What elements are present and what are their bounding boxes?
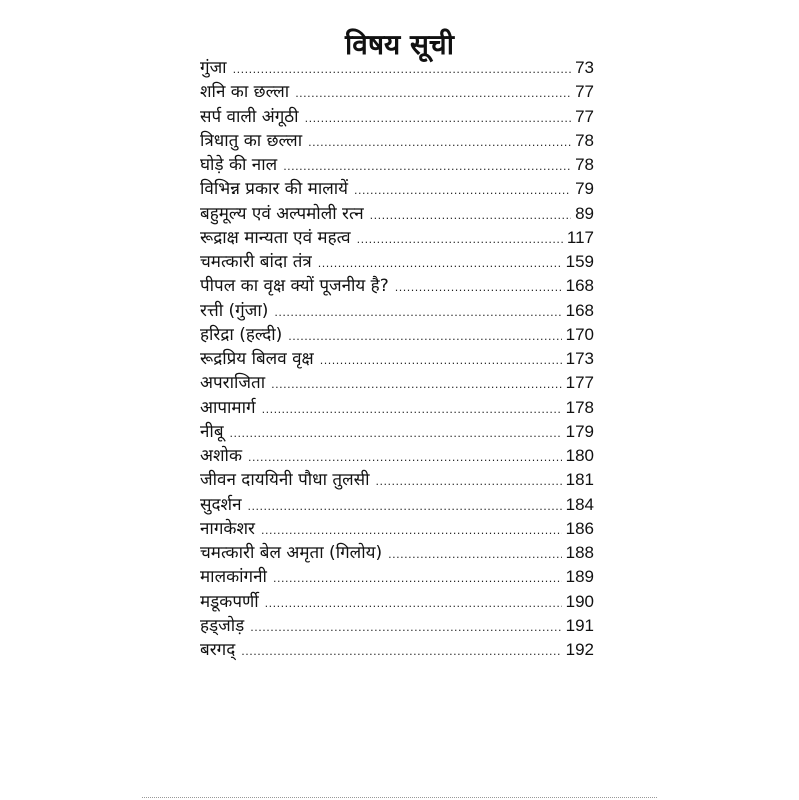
toc-entry-title: घोड़े की नाल — [200, 155, 278, 175]
toc-entry — [200, 420, 594, 444]
toc-entry-title: बहुमूल्य एवं अल्पमोली रत्न — [200, 203, 364, 224]
toc-entry — [200, 226, 594, 250]
dot-leader — [320, 349, 562, 373]
toc-entry-page: 168 — [565, 300, 594, 320]
toc-entry — [200, 468, 594, 492]
toc-entry-title: हड्जोड़ — [200, 615, 245, 636]
toc-entry-page: 73 — [575, 58, 594, 77]
toc-entry-title: नागकेशर — [200, 518, 255, 539]
toc-entry — [200, 323, 594, 347]
toc-entry-title: सर्प वाली अंगूठी — [200, 106, 299, 127]
toc-entry-title: नीबू — [200, 421, 224, 442]
table-of-contents — [200, 56, 594, 662]
toc-entry — [200, 444, 594, 468]
toc-entry-title: हरिद्रा (हल्दी) — [200, 324, 283, 345]
toc-entry — [200, 105, 594, 129]
toc-entry-page: 177 — [565, 373, 594, 393]
toc-entry-title: शनि का छल्ला — [200, 82, 290, 103]
toc-entry — [200, 202, 594, 226]
toc-entry-title: आपामार्ग — [200, 397, 256, 418]
dot-leader — [261, 519, 562, 543]
toc-entry — [200, 590, 594, 614]
toc-entry-page: 190 — [565, 591, 594, 611]
toc-entry-page: 191 — [565, 615, 594, 635]
toc-entry-page: 89 — [575, 203, 594, 223]
dot-leader — [388, 543, 562, 567]
dot-leader — [233, 58, 571, 82]
toc-entry-page: 117 — [566, 227, 594, 247]
toc-entry-title: अशोक — [200, 446, 243, 466]
toc-entry-title: चमत्कारी बांदा तंत्र — [200, 252, 312, 272]
dot-leader — [295, 82, 571, 106]
toc-entry — [200, 614, 594, 638]
toc-entry — [200, 565, 594, 589]
toc-entry — [200, 129, 594, 153]
toc-entry-title: अपराजिता — [200, 373, 266, 394]
toc-entry — [200, 541, 594, 565]
dot-leader — [354, 179, 571, 203]
toc-entry-title: रत्ती (गुंजा) — [200, 300, 269, 321]
dot-leader — [230, 422, 562, 446]
toc-entry-page: 186 — [565, 518, 594, 538]
dot-leader — [308, 131, 571, 155]
toc-entry — [200, 250, 594, 274]
toc-entry — [200, 638, 594, 662]
toc-entry — [200, 299, 594, 323]
toc-entry-title: पीपल का वृक्ष क्यों पूजनीय है? — [200, 276, 389, 297]
toc-entry-title: सुदर्शन — [200, 494, 242, 515]
toc-entry-page: 77 — [575, 82, 594, 102]
toc-entry-page: 170 — [565, 324, 594, 344]
dot-leader — [250, 616, 561, 640]
dot-leader — [241, 640, 561, 664]
toc-entry — [200, 493, 594, 517]
toc-entry — [200, 56, 594, 80]
toc-entry-page: 179 — [565, 421, 594, 441]
page-title: विषय सूची — [345, 27, 454, 61]
toc-entry-title: मडूकपर्णी — [200, 591, 259, 612]
dot-leader — [357, 228, 563, 252]
toc-entry-title: गुंजा — [200, 58, 227, 78]
toc-entry-page: 180 — [565, 446, 594, 465]
toc-entry — [200, 371, 594, 395]
toc-entry — [200, 177, 594, 201]
dot-leader — [283, 155, 571, 179]
toc-entry-page: 173 — [565, 349, 594, 368]
dot-leader — [376, 470, 562, 494]
toc-entry-title: त्रिधातु का छल्ला — [200, 130, 303, 151]
toc-entry-page: 78 — [575, 130, 594, 150]
toc-entry-page: 78 — [575, 155, 594, 174]
toc-entry-page: 159 — [565, 252, 594, 271]
dot-leader — [395, 276, 562, 300]
toc-entry — [200, 517, 594, 541]
toc-entry-title: बरगद् — [200, 640, 236, 660]
toc-entry-page: 79 — [575, 179, 594, 199]
dot-leader — [248, 446, 562, 470]
dot-leader — [318, 252, 562, 276]
dot-leader — [265, 592, 562, 616]
dot-leader — [273, 567, 562, 591]
toc-entry-title: रूद्रप्रिय बिलव वृक्ष — [200, 349, 314, 369]
toc-entry-page: 168 — [565, 276, 594, 296]
toc-entry — [200, 153, 594, 177]
toc-entry-title: विभिन्न प्रकार की मालायें — [200, 179, 349, 200]
dot-leader — [271, 373, 562, 397]
toc-entry-title: चमत्कारी बेल अमृता (गिलोय) — [200, 543, 383, 563]
toc-entry — [200, 396, 594, 420]
toc-entry — [200, 347, 594, 371]
toc-entry-page: 77 — [575, 106, 594, 126]
toc-entry — [200, 274, 594, 298]
toc-entry-page: 184 — [565, 494, 594, 514]
dot-leader — [274, 301, 561, 325]
toc-entry-page: 192 — [565, 640, 594, 659]
dot-leader — [288, 325, 561, 349]
dot-leader — [370, 204, 571, 228]
toc-entry-title: रूद्राक्ष मान्यता एवं महत्व — [200, 227, 351, 248]
page-bottom-rule — [142, 797, 657, 798]
dot-leader — [248, 495, 562, 519]
toc-entry — [200, 80, 594, 104]
toc-entry-page: 178 — [565, 397, 594, 417]
toc-entry-page: 189 — [565, 567, 594, 587]
toc-entry-title: जीवन दाययिनी पौधा तुलसी — [200, 470, 370, 491]
toc-entry-title: मालकांगनी — [200, 567, 267, 588]
toc-entry-page: 181 — [565, 470, 594, 490]
dot-leader — [262, 398, 562, 422]
dot-leader — [305, 107, 571, 131]
toc-entry-page: 188 — [565, 543, 594, 562]
